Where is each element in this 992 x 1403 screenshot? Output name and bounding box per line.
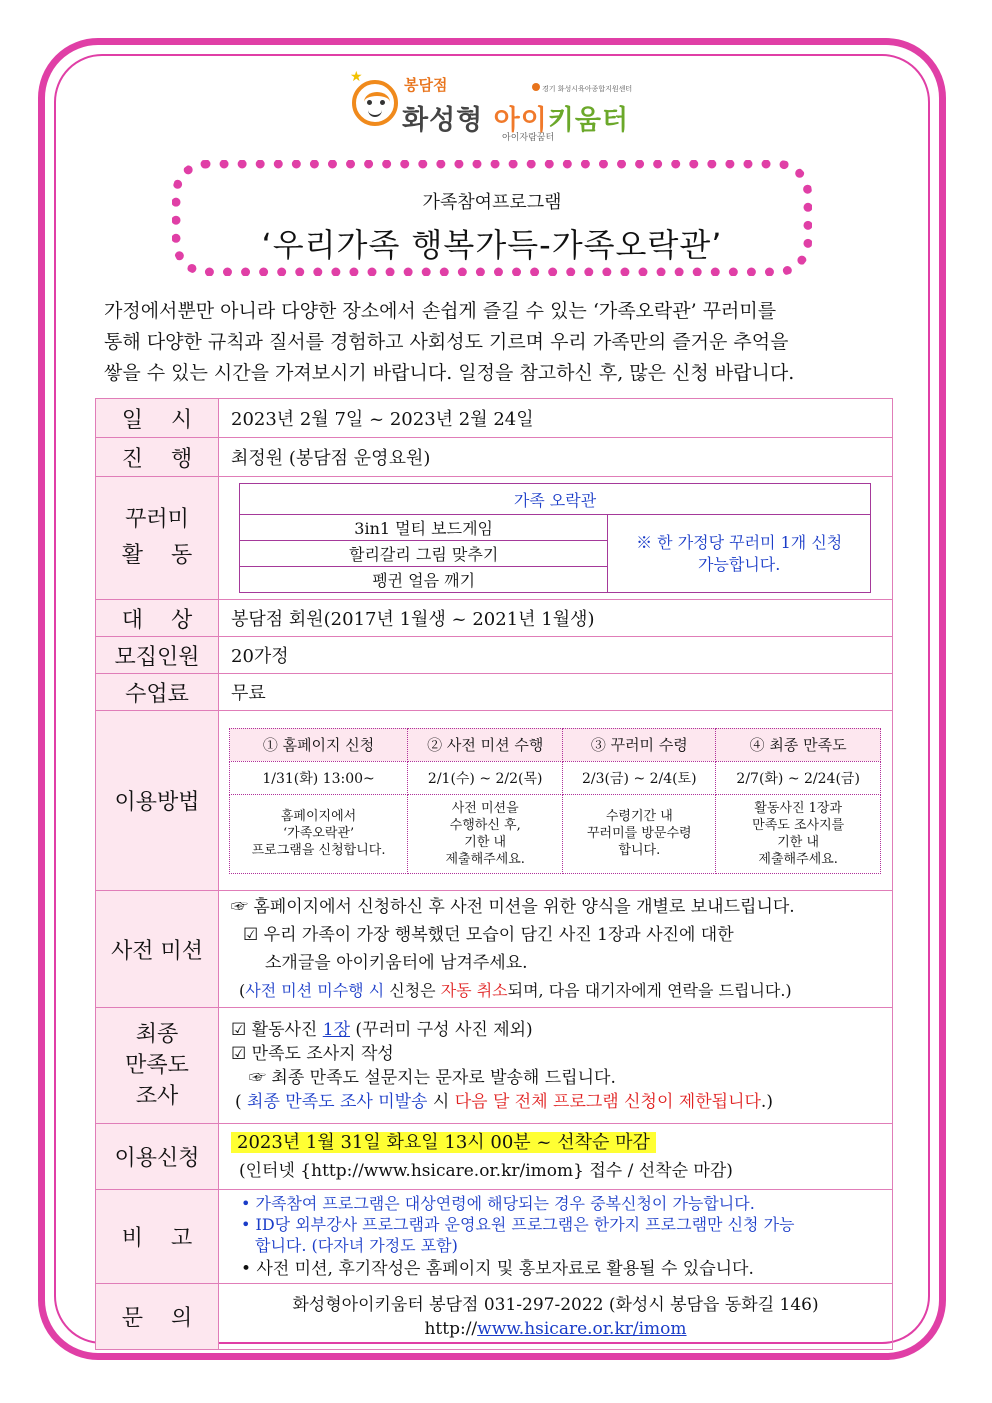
survey-line: ☑ 만족도 조사지 작성	[231, 1043, 394, 1064]
homepage-link[interactable]: www.hsicare.or.kr/imom	[477, 1318, 687, 1339]
survey-line: ☞ 최종 만족도 설문지는 문자로 발송해 드립니다.	[249, 1067, 616, 1088]
label-method: 이용방법	[96, 711, 219, 891]
value-date: 2023년 2월 7일 ~ 2023년 2월 24일	[219, 399, 893, 438]
row-host	[96, 438, 893, 477]
step-date: 2/7(화) ~ 2/24(금)	[716, 761, 881, 794]
mission-note: (사전 미션 미수행 시 신청은 자동 취소되며, 다음 대기자에게 연락을 드립니다.)	[239, 981, 792, 1000]
label-mission: 사전 미션	[96, 891, 219, 1008]
contact-info: 화성형아이키움터 봉담점 031-297-2022 (화성시 봉담읍 동화길 146)	[292, 1294, 819, 1315]
contact-url: http://www.hsicare.or.kr/imom	[424, 1318, 687, 1339]
step-desc: 사전 미션을 수행하신 후, 기한 내 제출해주세요.	[408, 794, 563, 873]
label-capacity: 모집인원	[96, 637, 219, 674]
step-date: 2/1(수) ~ 2/2(목)	[408, 761, 563, 794]
step-title: ③ 꾸러미 수령	[563, 728, 716, 761]
step-desc: 활동사진 1장과 만족도 조사지를 기한 내 제출해주세요.	[716, 794, 881, 873]
steps-table	[229, 728, 881, 874]
row-kit	[96, 477, 893, 600]
label-survey: 최종 만족도 조사	[96, 1008, 219, 1124]
apply-note: (인터넷 {http://www.hsicare.or.kr/imom} 접수 / 선착순 마감)	[239, 1160, 733, 1181]
mission-line: ☞ 홈페이지에서 신청하신 후 사전 미션을 위한 양식을 개별로 보내드립니다.	[231, 897, 795, 917]
program-title: ‘우리가족 행복가득-가족오락관’	[261, 226, 723, 264]
child-face-icon	[352, 80, 398, 126]
label-remarks: 비 고	[96, 1190, 219, 1284]
row-method	[96, 711, 893, 891]
step-title: ① 홈페이지 신청	[230, 728, 408, 761]
step-date: 1/31(화) 13:00~	[230, 761, 408, 794]
label-date: 일 시	[96, 399, 219, 438]
org-icon	[532, 83, 540, 91]
logo-branch: 봉담점	[404, 76, 448, 94]
star-icon: ★	[350, 69, 363, 85]
value-target: 봉담점 회원(2017년 1월생 ~ 2021년 1월생)	[219, 600, 893, 637]
mission-line: ☑ 우리 가족이 가장 행복했던 모습이 담긴 사진 1장과 사진에 대한	[243, 925, 734, 945]
kit-table	[239, 483, 871, 593]
intro-text: 가정에서뿐만 아니라 다양한 장소에서 손쉽게 즐길 수 있는 ‘가족오락관’ 꾸러미를 통해 다양한 규칙과 질서를 경험하고 사회성도 기르며 우리 가족만의 즐거운 추억을 쌓을 수 있는 시간을 가져보시기 바랍니다. 일정을 참고하신 후, 많은 신청 바랍니다.	[104, 300, 795, 384]
kit-item: 펭귄 얼음 깨기	[240, 567, 608, 593]
value-capacity: 20가정	[219, 637, 893, 674]
apply-period: 2023년 1월 31일 화요일 13시 00분 ~ 선착순 마감	[231, 1132, 656, 1153]
remark-line: • 가족참여 프로그램은 대상연령에 해당되는 경우 중복신청이 가능합니다.	[241, 1194, 755, 1213]
remark-line: 합니다. (다자녀 가정도 포함)	[255, 1236, 458, 1255]
value-host: 최정원 (봉담점 운영요원)	[219, 438, 893, 477]
row-remarks	[96, 1190, 893, 1284]
row-date	[96, 399, 893, 438]
info-table	[95, 398, 893, 1350]
program-category: 가족참여프로그램	[422, 192, 562, 213]
label-fee: 수업료	[96, 674, 219, 711]
logo	[352, 70, 652, 142]
step-date: 2/3(금) ~ 2/4(토)	[563, 761, 716, 794]
step-title: ④ 최종 만족도	[716, 728, 881, 761]
label-kit: 꾸러미 활 동	[96, 477, 219, 600]
kit-item: 할리갈리 그림 맞추기	[240, 541, 608, 567]
row-apply	[96, 1124, 893, 1190]
survey-note: ( 최종 만족도 조사 미발송 시 다음 달 전체 프로그램 신청이 제한됩니다.)	[235, 1091, 773, 1112]
kit-item: 3in1 멀티 보드게임	[240, 515, 608, 541]
row-contact	[96, 1284, 893, 1350]
label-target: 대 상	[96, 600, 219, 637]
kit-note: ※ 한 가정당 꾸러미 1개 신청 가능합니다.	[608, 515, 871, 593]
row-capacity	[96, 637, 893, 674]
mission-line: 소개글을 아이키움터에 남겨주세요.	[265, 953, 528, 973]
logo-subtitle: 아이자람꿈터	[502, 133, 555, 143]
step-title: ② 사전 미션 수행	[408, 728, 563, 761]
label-apply: 이용신청	[96, 1124, 219, 1190]
remark-line: • 사전 미션, 후기작성은 홈페이지 및 홍보자료로 활용될 수 있습니다.	[241, 1259, 754, 1279]
row-target	[96, 600, 893, 637]
survey-line: ☑ 활동사진 1장 (꾸러미 구성 사진 제외)	[231, 1019, 533, 1040]
label-contact: 문 의	[96, 1284, 219, 1350]
row-fee	[96, 674, 893, 711]
row-survey	[96, 1008, 893, 1124]
value-fee: 무료	[219, 674, 893, 711]
step-desc: 홈페이지에서 ‘가족오락관’ 프로그램을 신청합니다.	[230, 794, 408, 873]
logo-title: 화성형 아이키움터	[402, 105, 630, 136]
label-host: 진 행	[96, 438, 219, 477]
row-mission	[96, 891, 893, 1008]
kit-head: 가족 오락관	[240, 484, 871, 515]
step-desc: 수령기간 내 꾸러미를 방문수령 합니다.	[563, 794, 716, 873]
remark-line: • ID당 외부강사 프로그램과 운영요원 프로그램은 한가지 프로그램만 신청 가능	[241, 1215, 795, 1234]
title-box	[172, 160, 812, 276]
logo-org: 경기 화성시육아종합지원센터	[542, 85, 633, 93]
